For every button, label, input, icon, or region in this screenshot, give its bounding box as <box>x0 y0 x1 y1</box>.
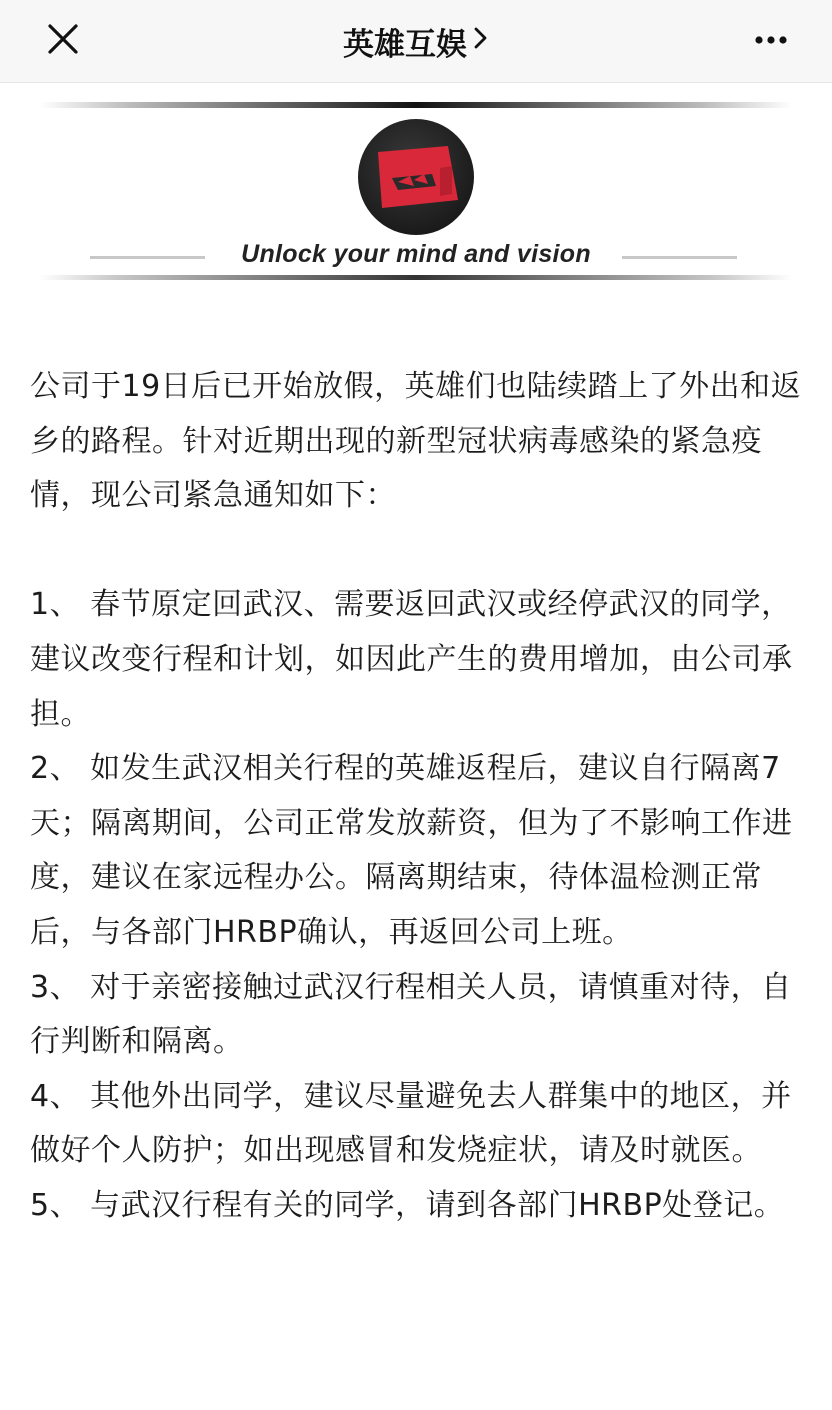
notice-item-1: 1、 春节原定回武汉、需要返回武汉或经停武汉的同学，建议改变行程和计划，如因此产生的费用增加，由公司承担。 <box>30 587 793 732</box>
hero-entertainment-logo <box>358 119 474 235</box>
page-title: 英雄互娱 <box>343 26 467 63</box>
notice-item-2: 2、 如发生武汉相关行程的英雄返程后，建议自行隔离7天；隔离期间，公司正常发放薪资，但为了不影响工作进度，建议在家远程办公。隔离期结束，待体温检测正常后，与各部门HRBP确认，再返回公司上班。 <box>30 751 793 950</box>
chevron-right-icon <box>473 23 489 59</box>
notice-item-5: 5、 与武汉行程有关的同学，请到各部门HRBP处登记。 <box>30 1187 785 1223</box>
more-options-button[interactable] <box>744 20 798 62</box>
more-horizontal-icon <box>744 20 798 62</box>
banner-tagline: Unlock your mind and vision <box>0 240 832 274</box>
paragraph-spacer <box>30 524 806 579</box>
article-body <box>30 360 806 1234</box>
notice-item-3: 3、 对于亲密接触过武汉行程相关人员，请慎重对待，自行判断和隔离。 <box>30 969 792 1060</box>
header-banner <box>0 82 832 292</box>
article-intro: 公司于19日后已开始放假，英雄们也陆续踏上了外出和返乡的路程。针对近期出现的新型冠状病毒感染的紧急疫情，现公司紧急通知如下： <box>30 369 802 514</box>
notice-item-4: 4、 其他外出同学，建议尽量避免去人群集中的地区，并做好个人防护；如出现感冒和发烧症状，请及时就医。 <box>30 1078 792 1169</box>
account-title-link[interactable] <box>0 0 832 82</box>
top-navbar <box>0 0 832 83</box>
